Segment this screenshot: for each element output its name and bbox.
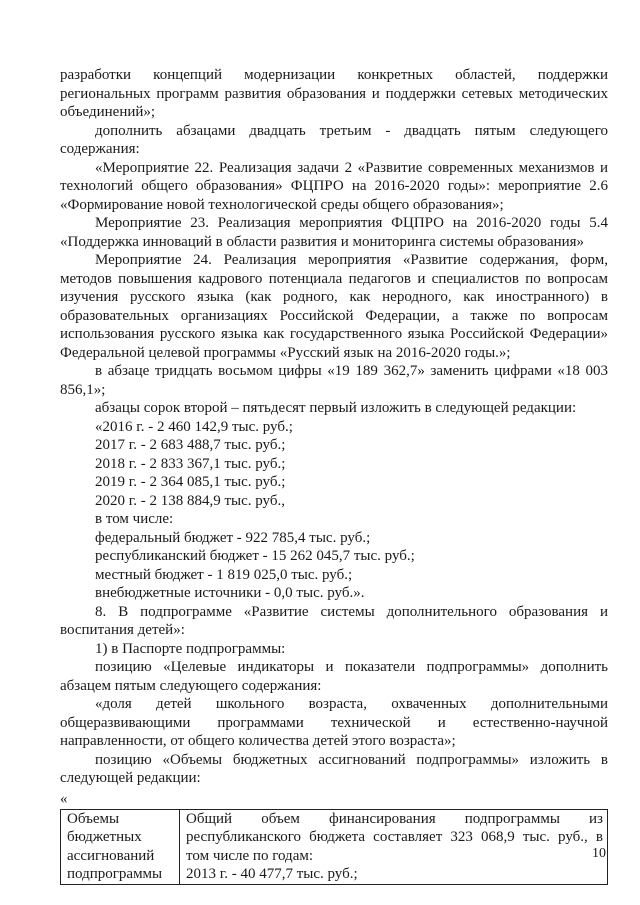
text-line: в том числе: [95, 511, 174, 527]
text-line: 2019 г. - 2 364 085,1 тыс. руб.; [95, 474, 286, 490]
text-line: Федеральной целевой программы «Русский язык на 2016-2020 годы.»; [60, 344, 511, 361]
cell-line: 2013 г. - 40 477,7 тыс. руб.; [186, 866, 358, 882]
opening-quote: « [60, 790, 68, 807]
text-line: 1) в Паспорте подпрограммы: [95, 640, 286, 657]
text-line: «Поддержка инноваций в области развития и мониторинга системы образования» [60, 233, 585, 250]
text-line: 8. В подпрограмме «Развитие системы дополнительного образования и [95, 603, 608, 620]
text-line: содержания: [60, 141, 140, 157]
text-line: 856,1»; [60, 381, 106, 398]
passport-table [60, 809, 608, 885]
text-line: направленности, от общего количества детей этого возраста»; [60, 733, 456, 749]
text-line: общеразвивающими программами технической и естественно-научной [60, 714, 608, 731]
text-line: дополнить абзацами двадцать третьим - двадцать пятым следующего [95, 122, 608, 139]
text-line: «Формирование новой технологической среды общего образования»; [60, 196, 504, 213]
text-line: «2016 г. - 2 460 142,9 тыс. руб.; [95, 418, 293, 435]
text-line: 2017 г. - 2 683 488,7 тыс. руб.; [95, 437, 286, 453]
text-line: региональных программ развития образования и поддержки сетевых методических [60, 85, 608, 102]
document-body [60, 66, 608, 885]
text-line: Мероприятие 23. Реализация мероприятия ФЦПРО на 2016-2020 годы 5.4 [95, 215, 608, 231]
page-number: 10 [592, 846, 606, 861]
text-line: местный бюджет - 1 819 025,0 тыс. руб.; [95, 566, 353, 583]
cell-line: Объемы [67, 810, 120, 827]
cell-line: Общий объем финансирования подпрограммы из [186, 810, 603, 827]
text-line: «доля детей школьного возраста, охваченных дополнительными [95, 696, 608, 712]
text-line: 2018 г. - 2 833 367,1 тыс. руб.; [95, 455, 286, 472]
text-line: методов повышения кадрового потенциала педагогов и специалистов по вопросам [60, 270, 608, 287]
cell-line: подпрограммы [67, 866, 163, 882]
text-line: внебюджетные источники - 0,0 тыс. руб.». [95, 585, 365, 601]
table-cell-label [61, 809, 180, 884]
text-line: разработки концепций модернизации конкретных областей, поддержки [60, 67, 608, 83]
cell-line: республиканского бюджета составляет 323 068,9 тыс. руб., в [186, 829, 603, 845]
text-line: объединений»; [60, 104, 156, 120]
text-line: 2020 г. - 2 138 884,9 тыс. руб., [95, 492, 285, 509]
cell-line: ассигнований [67, 847, 155, 864]
table-row [61, 809, 608, 884]
text-line: федеральный бюджет - 922 785,4 тыс. руб.; [95, 529, 371, 546]
table-cell-value [180, 809, 608, 884]
text-line: позицию «Целевые индикаторы и показатели подпрограммы» дополнить [95, 659, 608, 675]
text-line: Мероприятие 24. Реализация мероприятия «Развитие содержания, форм, [95, 252, 608, 268]
cell-line: бюджетных [67, 829, 142, 845]
text-line: абзацы сорок второй – пятьдесят первый изложить в следующей редакции: [95, 400, 577, 416]
text-line: образовательных организациях Российской Федерации, а также по вопросам [60, 307, 608, 324]
cell-line: том числе по годам: [186, 847, 314, 864]
paragraphs [60, 66, 608, 788]
text-line: республиканский бюджет - 15 262 045,7 тыс. руб.; [95, 548, 415, 564]
text-line: технологий общего образования» ФЦПРО на 2016-2020 годы»: мероприятие 2.6 [60, 178, 608, 194]
text-line: изучения русского языка (как родного, как неродного, как иностранного) в [60, 289, 608, 305]
text-line: следующей редакции: [60, 770, 201, 786]
text-line: абзацем пятым следующего содержания: [60, 677, 322, 694]
text-line: позицию «Объемы бюджетных ассигнований подпрограммы» изложить в [95, 751, 608, 768]
text-line: использования русского языка как государственного языка Российской Федерации» [60, 326, 608, 342]
text-line: «Мероприятие 22. Реализация задачи 2 «Развитие современных механизмов и [95, 159, 608, 176]
text-line: воспитания детей»: [60, 622, 185, 638]
text-line: в абзаце тридцать восьмом цифры «19 189 362,7» заменить цифрами «18 003 [95, 363, 608, 379]
